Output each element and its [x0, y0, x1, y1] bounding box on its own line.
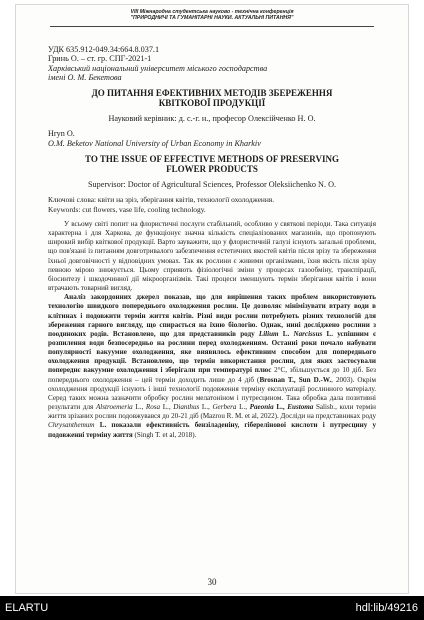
genus-chrysanthemum: Chrysanthemum — [48, 421, 95, 430]
p2-plain-2: , 2003). Окрім охолодження продукції існують і інші технології подовження терміну експлуатації рослинного матеріалу. Серед таких можна зазначити обробку рослин мелатоніном і путресцином. Така обробка дала позитивні результати для — [48, 375, 376, 412]
p2-plain-1: 2°С, збільшується до 10 діб. Без попереднього охолодження – цей термін доходить лише до 4 діб ( — [48, 366, 376, 384]
article-content — [48, 45, 376, 440]
conference-header — [16, 9, 408, 21]
supervisor-ua: Науковий керівник: д. с.-г. н., професор Олексійченко Н. О. — [108, 114, 316, 124]
affiliation-ua-line-1: Харківський національний університет міського господарства — [48, 63, 268, 73]
page-number: 30 — [207, 577, 217, 587]
p2-bold-2: L. успішним є розпилення води безпосередньо на рослини перед охолодженням. Останні роки почало набувати популярності вакуумне охолодження, яке виявилось ефективним способом для попереднього охолодження продукції. Встановлено, що термін використання рослин, для яких застосували попереднє вакуумне охолодження і зберігали при температурі плюс — [48, 329, 377, 375]
header-divider — [50, 26, 374, 27]
viewer-footer-bar — [0, 596, 424, 620]
p2-plain-7: L., — [273, 403, 288, 412]
genus-alstroemeria: Alstroemeria — [95, 403, 133, 412]
title-en-line-2: FLOWER PRODUCTS — [166, 164, 258, 175]
article-body — [48, 220, 376, 440]
p2-plain-6: L., — [236, 403, 250, 412]
conference-line-1: VIII Міжнародна студентська науково - технічна конференція — [130, 9, 294, 15]
affiliation-en: O.M. Beketov National University of Urban Economy in Kharkiv — [48, 138, 261, 148]
genus-paeonia: Paeonia — [249, 403, 274, 412]
title-ua-line-1: ДО ПИТАННЯ ЕФЕКТИВНИХ МЕТОДІВ ЗБЕРЕЖЕННЯ — [91, 88, 333, 99]
document-page — [15, 4, 409, 594]
genus-eustoma: Eustoma — [287, 403, 314, 412]
genus-gerbera: Gerbera — [212, 403, 237, 412]
author-ua: Гринь О. – ст. гр. СПГ-2021-1 — [48, 54, 152, 64]
p2-bold-1: Аналіз закордонних джерел показав, що для вирішення таких проблем використовують технологію швидкого попереднього охолодження рослин. Це дозволяє мінімізувати втрату води в клітинах і подовжити термін життя квітів. Різні види рослин потребують різних технологій для збереження гарного вигляду, що спирається на їхню біологію. Однак, нині досліджено рослини з поодиноких родів. Встановлено, що для представників роду — [48, 293, 376, 338]
udc-code: УДК 635.912-049.34:664.8.037.1 — [48, 45, 160, 54]
p2-plain-9: (Singh T. et al, 2018). — [132, 430, 197, 439]
p2-bold-3: L. показали ефективність бензіладеніну, гібереліновоі кислоти і путресцину у подовженні терміну життя — [48, 421, 376, 439]
repository-label: ELARTU — [5, 602, 49, 614]
p2-plain-8: Salisb., коли термін життя зрізаних рослин подовжувався до 20-21 діб (Mazrou R. M. et al, 2022). Досліди на представниках роду — [48, 403, 376, 421]
p2-plain-5: L., — [199, 403, 213, 412]
p2-plain-4: L., — [160, 403, 174, 412]
p2-plain-3: L., — [132, 403, 146, 412]
paragraph-1: У всьому світі попит на флористичні послуги стабільний, особливо у святкові періоди. Така ситуація характерна і для Харкова, де функціонує значна кількість спеціалізованих магазинів, що пропонують широкий вибір квіткової продукції. Варто зауважити, що у флористичній галузі існують загальні проблеми, що пов'язані із питанням довготривалого забезпечення естетичних якостей квітів після зрізу та збереження їхньої довговічності у відповідних умовах. Так як рослини є живими організмами, їхня якість після зрізу певною мірою знижується. Цьому сприяють фізіологічні зміни у процесах газообміну, транспірації, біосинтезу і шкодочинної дії мікроорганізмів. Такі процеси зменшують термін зберігання квітів і вони втрачають товарний вигляд. — [48, 219, 376, 293]
genus-narcissus: Narcissus — [293, 329, 323, 338]
genus-lilium: Lilium — [258, 329, 279, 338]
title-ua-line-2: КВІТКОВОЇ ПРОДУКЦІЇ — [158, 98, 266, 109]
keywords-ua: Ключові слова: квіти на зріз, зберігання квітів, технології охолодження. — [48, 195, 275, 205]
affiliation-ua-line-2: імені О. М. Бекетова — [48, 72, 122, 82]
paragraph-2 — [48, 293, 376, 440]
p2-l1: L. — [278, 329, 294, 338]
author-en: Hryn O. — [48, 129, 75, 139]
title-en-line-1: TO THE ISSUE OF EFFECTIVE METHODS OF PRESERVING — [85, 154, 339, 165]
citation-brosnan: Brosnan T., Sun D.-W. — [259, 375, 332, 384]
genus-rosa: Rosa — [145, 403, 161, 412]
conference-line-2: "ПРИРОДНИЧІ ТА ГУМАНІТАРНІ НАУКИ. АКТУАЛЬНІ ПИТАННЯ" — [130, 15, 294, 21]
supervisor-en: Supervisor: Doctor of Agricultural Sciences, Professor Oleksiichenko N. O. — [87, 180, 337, 190]
keywords-en: Keywords: cut flowers, vase life, cooling technology. — [48, 204, 206, 214]
handle-id: hdl:lib/49216 — [355, 602, 418, 614]
genus-dianthus: Dianthus — [173, 403, 200, 412]
